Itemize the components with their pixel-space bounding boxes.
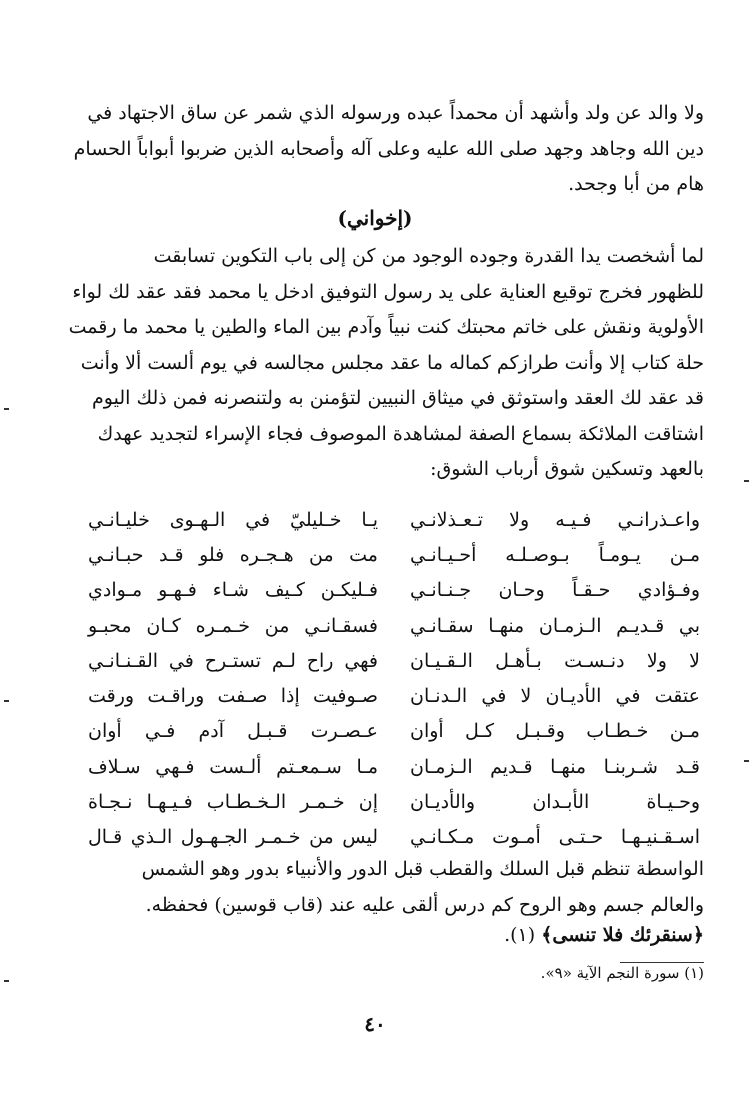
footnote: (١) سورة النجم الآية «٩». bbox=[540, 964, 704, 982]
poem-hemistich-right: مـا سـمعـتم ألـست فـهي سـلاف bbox=[88, 755, 378, 778]
poem-verse bbox=[88, 714, 700, 749]
poem-hemistich-left: وفـؤادي حـقـاً وحـان جـنـانـي bbox=[410, 579, 700, 602]
scan-edge-mark bbox=[744, 480, 749, 482]
footnote-marker: (١). bbox=[504, 924, 536, 946]
poem-hemistich-right: مت من هـجـره فلو قـد حبـانـي bbox=[88, 543, 378, 566]
main-line-4: حلة كتاب إلا وأنت طرازكم كماله ما عقد مجلس مجالسه في يوم ألست ألا وأنت bbox=[80, 351, 704, 374]
closing-line-1: الواسطة تنظم قبل السلك والقطب قبل الدور والأنبياء بدور وهو الشمس bbox=[141, 858, 704, 880]
poem-hemistich-right: عـصـرت قـبـل آدم فـي أوان bbox=[88, 720, 378, 743]
footnote-divider bbox=[620, 962, 704, 963]
quote-verse: ﴿سنقرئك فلا تنسى﴾ bbox=[541, 924, 704, 946]
poem-hemistich-right: فهي راح لـم تستـرح في القـنـانـي bbox=[88, 649, 378, 672]
poem-verse bbox=[88, 537, 700, 572]
scan-edge-mark bbox=[4, 980, 9, 982]
poem-hemistich-left: عتقت في الأديـان لا في الـدنـان bbox=[410, 685, 700, 708]
scan-edge-mark bbox=[744, 760, 749, 762]
poem-verse bbox=[88, 502, 700, 537]
poem-verse bbox=[88, 608, 700, 643]
poem-hemistich-left: وحـيـاة الأبـدان والأديـان bbox=[410, 791, 700, 814]
section-heading: (إخواني) bbox=[337, 206, 413, 230]
closing-line-2: والعالم جسم وهو الروح كم درس ألقى عليه عند (قاب قوسين) فحفظه. bbox=[145, 893, 704, 916]
poem-hemistich-right: إن خـمـر الـخـطـاب فـيـهـا نـجـاة bbox=[88, 791, 378, 814]
poem-hemistich-right: فـليكـن كـيف شـاء فـهـو مـوادي bbox=[88, 579, 378, 602]
main-line-3: الأولوية ونقش على خاتم محبتك كنت نبياً وآدم بين الماء والطين يا محمد ما رقمت bbox=[68, 316, 704, 338]
scan-edge-mark bbox=[4, 700, 9, 702]
main-line-7: بالعهد وتسكين شوق أرباب الشوق: bbox=[430, 458, 704, 480]
main-line-6: اشتاقت الملائكة بسماع الصفة لمشاهدة الموصوف فجاء الإسراء لتجديد عهدك bbox=[97, 422, 704, 445]
opening-line-2: دين الله وجاهد وجهد صلى الله عليه وعلى آله وأصحابه الذين ضربوا أبواباً الحسام bbox=[73, 137, 704, 160]
poem-hemistich-left: مـن خـطـاب وقـبـل كـل أوان bbox=[410, 720, 700, 743]
opening-line-3: هام من أبا وجحد. bbox=[568, 173, 704, 195]
poem-hemistich-left: اسـقـنيـهـا حـتـى أمـوت مـكـانـي bbox=[410, 826, 700, 849]
poem-verse bbox=[88, 820, 700, 855]
quranic-quote bbox=[82, 924, 704, 946]
main-paragraph bbox=[68, 239, 704, 488]
poem-hemistich-right: يـا خـليليّ في الـهـوى خليـانـي bbox=[88, 508, 378, 531]
main-line-2: للظهور فخرج توقيع العناية على يد رسول التوفيق ادخل يا محمد فقد عقد لك لواء bbox=[72, 280, 704, 303]
poem-hemistich-left: بي قـديـم الـزمـان منهـا سقـانـي bbox=[410, 614, 700, 637]
main-line-5: قد عقد لك العقد واستوثق في ميثاق النبيين لتؤمنن به ولتنصرنه فمن ذلك اليوم bbox=[92, 387, 704, 409]
poem bbox=[88, 502, 700, 855]
poem-hemistich-right: صـوفيت إذا صـفت وراقـت ورقت bbox=[88, 685, 378, 708]
closing-paragraph bbox=[82, 852, 704, 923]
poem-hemistich-left: مـن يـومـاً بـوصـلـه أحـيـانـي bbox=[410, 543, 700, 566]
page-number: ٤٠ bbox=[364, 1012, 386, 1036]
opening-line-1: ولا والد عن ولد وأشهد أن محمداً عبده ورسوله الذي شمر عن ساق الاجتهاد في bbox=[87, 102, 704, 124]
poem-verse bbox=[88, 784, 700, 819]
poem-hemistich-left: لا ولا دنـسـت بـأهـل الـقـيـان bbox=[410, 649, 700, 672]
poem-verse bbox=[88, 643, 700, 678]
main-line-1: لما أشخصت يدا القدرة وجوده الوجود من كن إلى باب التكوين تسابقت bbox=[153, 245, 704, 267]
poem-verse bbox=[88, 749, 700, 784]
poem-verse bbox=[88, 573, 700, 608]
poem-hemistich-left: واعـذرانـي فـيـه ولا تـعـذلانـي bbox=[410, 508, 700, 531]
poem-hemistich-right: ليس من خـمـر الجـهـول الـذي قـال bbox=[88, 826, 378, 849]
scan-edge-mark bbox=[4, 408, 9, 410]
poem-hemistich-right: فسقـانـي من خـمـره كـان محبـو bbox=[88, 614, 378, 637]
poem-verse bbox=[88, 678, 700, 713]
opening-paragraph bbox=[73, 96, 704, 203]
poem-hemistich-left: قـد شـربنـا منهـا قـديم الـزمـان bbox=[410, 755, 700, 778]
